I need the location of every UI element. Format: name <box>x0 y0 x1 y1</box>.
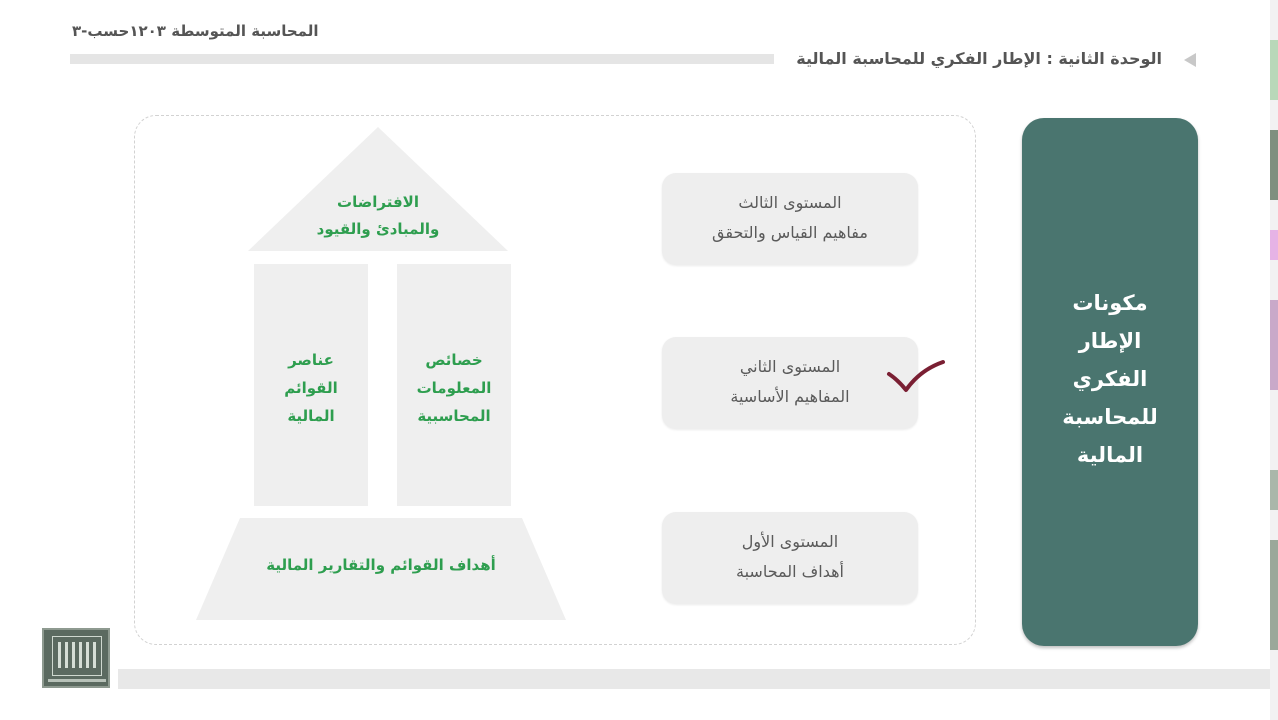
triangle-left-icon <box>1184 53 1196 67</box>
framework-components-panel <box>1022 118 1198 646</box>
level-three-subtitle: مفاهيم القياس والتحقق <box>712 223 868 242</box>
edge-thumbnail-strip <box>1270 0 1278 720</box>
pillar-right-line-3: المحاسبية <box>417 407 491 425</box>
pillar-left-line-2: القوائم <box>284 379 338 397</box>
pillar-statement-elements <box>254 264 368 506</box>
pillar-left-line-3: المالية <box>287 407 335 425</box>
pillar-information-characteristics <box>397 264 511 506</box>
level-two-box <box>662 337 918 429</box>
header-divider <box>70 54 774 64</box>
panel-line-5: المالية <box>1076 443 1144 467</box>
roof-line-2: والمبادئ والقيود <box>316 220 440 238</box>
pillar-left-line-1: عناصر <box>288 351 334 369</box>
level-two-title: المستوى الثاني <box>739 357 841 376</box>
house-roof <box>248 127 508 251</box>
panel-line-4: للمحاسبة <box>1062 405 1158 429</box>
level-three-title: المستوى الثالث <box>738 193 842 212</box>
level-one-subtitle: أهداف المحاسبة <box>736 562 844 581</box>
logo-caption <box>48 679 106 682</box>
level-one-box <box>662 512 918 604</box>
university-logo <box>42 628 110 688</box>
level-two-subtitle: المفاهيم الأساسية <box>730 387 850 406</box>
level-three-box <box>662 173 918 265</box>
pillar-right-line-2: المعلومات <box>416 379 492 397</box>
panel-line-3: الفكري <box>1072 367 1148 391</box>
level-one-title: المستوى الأول <box>741 532 839 551</box>
roof-label <box>248 189 508 243</box>
checkmark-icon <box>886 358 946 394</box>
pillar-right-line-1: خصائص <box>425 351 483 369</box>
footer-bar <box>118 669 1270 689</box>
unit-title: الوحدة الثانية : الإطار الفكري للمحاسبة المالية <box>796 49 1162 68</box>
base-label: أهداف القوائم والتقارير المالية <box>266 556 496 574</box>
panel-line-2: الإطار <box>1078 329 1142 353</box>
house-base <box>196 518 566 620</box>
roof-line-1: الافتراضات <box>337 193 419 211</box>
course-title: المحاسبة المتوسطة ١٢٠٣حسب-٣ <box>72 22 319 40</box>
logo-mark <box>58 642 96 668</box>
panel-line-1: مكونات <box>1072 291 1148 315</box>
